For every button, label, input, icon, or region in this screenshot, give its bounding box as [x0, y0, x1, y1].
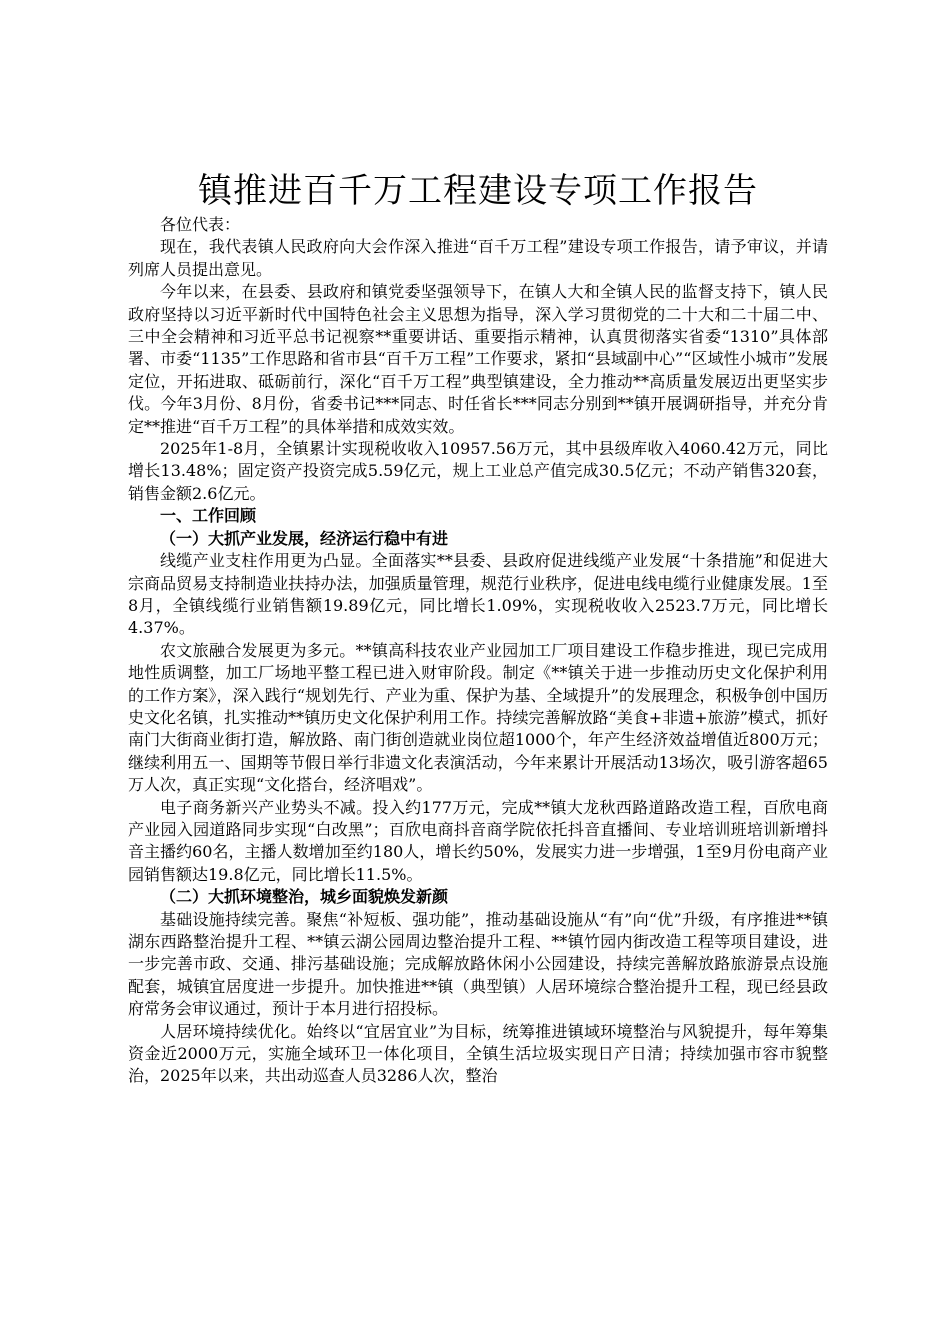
body-paragraph: 基础设施持续完善。聚焦“补短板、强功能”，推动基础设施从“有”向“优”升级，有序推进**镇湖东西路整治提升工程、**镇云湖公园周边整治提升工程、**镇竹园内街改造工程等项目建设，进一步完善市政、交通、排污基础设施；完成解放路休闲小公园建设，持续完善解放路旅游景点设施配套，城镇宜居度进一步提升。加快推进**镇（典型镇）人居环境综合整治提升工程，现已经县政府常务会审议通过，预计于本月进行招投标。 [128, 909, 828, 1019]
document-page [128, 168, 828, 1088]
document-title: 镇推进百千万工程建设专项工作报告 [198, 171, 758, 211]
intro-paragraph: 2025年1-8月，全镇累计实现税收收入10957.56万元，其中县级库收入4060.42万元，同比增长13.48%；固定资产投资完成5.59亿元，规上工业总产值完成30.5亿元；不动产销售320套，销售金额2.6亿元。 [128, 439, 828, 503]
body-paragraph: 电子商务新兴产业势头不减。投入约177万元，完成**镇大龙秋西路道路改造工程，百欣电商产业园入园道路同步实现“白改黑”；百欣电商抖音商学院依托抖音直播间、专业培训班培训新增抖音主播约60名，主播人数增加至约180人，增长约50%，发展实力进一步增强，1至9月份电商产业园销售额达19.8亿元，同比增长11.5%。 [128, 797, 828, 884]
body-paragraph: 线缆产业支柱作用更为凸显。全面落实**县委、县政府促进线缆产业发展“十条措施”和促进大宗商品贸易支持制造业扶持办法，加强质量管理，规范行业秩序，促进电线电缆行业健康发展。1至8月，全镇线缆行业销售额19.89亿元，同比增长1.09%，实现税收收入2523.7万元，同比增长4.37%。 [128, 551, 828, 638]
subsection-heading: （二）大抓环境整治，城乡面貌焕发新颜 [160, 887, 449, 907]
intro-paragraph: 现在，我代表镇人民政府向大会作深入推进“百千万工程”建设专项工作报告，请予审议，并请列席人员提出意见。 [128, 237, 828, 279]
section-heading: 一、工作回顾 [160, 506, 257, 526]
body-paragraph: 人居环境持续优化。始终以“宜居宜业”为目标，统筹推进镇域环境整治与风貌提升，每年筹集资金近2000万元，实施全域环卫一体化项目，全镇生活垃圾实现日产日清；持续加强市容市貌整治，2025年以来，共出动巡查人员3286人次，整治 [128, 1021, 828, 1086]
subsection-heading: （一）大抓产业发展，经济运行稳中有进 [160, 528, 449, 548]
body-paragraph: 农文旅融合发展更为多元。**镇高科技农业产业园加工厂项目建设工作稳步推进，现已完成用地性质调整，加工厂场地平整工程已进入财审阶段。制定《**镇关于进一步推动历史文化保护利用的工作方案》，深入践行“规划先行、产业为重、保护为基、全域提升”的发展理念，积极争创中国历史文化名镇，扎实推动**镇历史文化保护利用工作。持续完善解放路“美食+非遗+旅游”模式，抓好南门大街商业街打造，解放路、南门街创造就业岗位超1000个，年产生经济效益增值近800万元；继续利用五一、国期等节假日举行非遗文化表演活动，今年来累计开展活动13场次，吸引游客超65万人次，真正实现“文化搭台，经济唱戏”。 [128, 640, 828, 795]
salutation: 各位代表： [160, 215, 241, 234]
intro-paragraph: 今年以来，在县委、县政府和镇党委坚强领导下，在镇人大和全镇人民的监督支持下，镇人民政府坚持以习近平新时代中国特色社会主义思想为指导，深入学习贯彻党的二十大和二十届二中、三中全会精神和习近平总书记视察**重要讲话、重要指示精神，认真贯彻落实省委“1310”具体部署、市委“1135”工作思路和省市县“百千万工程”工作要求，紧扣“县域副中心”“区域性小城市”发展定位，开拓进取、砥砺前行，深化“百千万工程”典型镇建设，全力推动**高质量发展迈出更坚实步伐。今年3月份、8月份，省委书记***同志、时任省长***同志分别到**镇开展调研指导，并充分肯定**推进“百千万工程”的具体举措和成效实效。 [128, 282, 828, 436]
